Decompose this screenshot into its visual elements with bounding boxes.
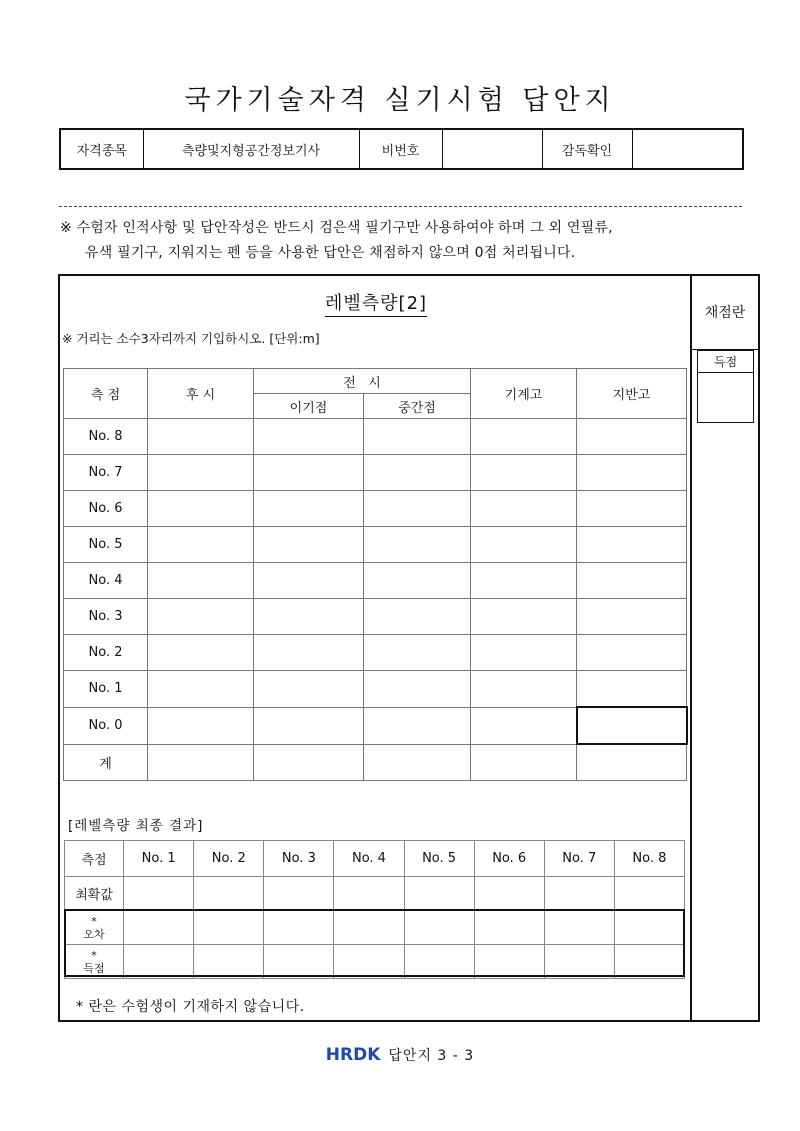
result-value-cell[interactable] bbox=[264, 877, 334, 911]
table-row bbox=[64, 671, 687, 708]
level-survey-table bbox=[63, 368, 688, 781]
result-point-label: 측점 bbox=[65, 841, 124, 877]
row-point-label: No. 4 bbox=[64, 563, 148, 599]
backsight-input-cell[interactable] bbox=[148, 491, 254, 527]
turning-input-cell[interactable] bbox=[254, 671, 364, 708]
score-mark: * bbox=[91, 948, 97, 962]
section-title: 레벨측량[2] bbox=[325, 289, 427, 317]
ground-height-input-cell[interactable] bbox=[577, 635, 687, 671]
instrument-height-input-cell[interactable] bbox=[471, 527, 577, 563]
result-score-cell bbox=[334, 945, 404, 979]
result-value-cell[interactable] bbox=[474, 877, 544, 911]
instrument-height-input-cell[interactable] bbox=[471, 419, 577, 455]
turning-input-cell[interactable] bbox=[254, 491, 364, 527]
intermediate-input-cell[interactable] bbox=[364, 455, 471, 491]
result-score-label bbox=[65, 945, 124, 979]
intermediate-input-cell[interactable] bbox=[364, 671, 471, 708]
ground-height-input-cell[interactable] bbox=[577, 744, 687, 781]
turning-input-cell[interactable] bbox=[254, 563, 364, 599]
result-point-header: No. 8 bbox=[614, 841, 684, 877]
backsight-input-cell[interactable] bbox=[148, 419, 254, 455]
error-label-text: 오차 bbox=[83, 927, 105, 941]
result-point-header: No. 7 bbox=[544, 841, 614, 877]
header-instrument-height: 기계고 bbox=[471, 369, 577, 419]
ground-height-input-cell[interactable] bbox=[577, 563, 687, 599]
turning-input-cell[interactable] bbox=[254, 599, 364, 635]
ground-height-input-cell[interactable] bbox=[577, 491, 687, 527]
table-row bbox=[64, 419, 687, 455]
intermediate-input-cell[interactable] bbox=[364, 707, 471, 744]
backsight-input-cell[interactable] bbox=[148, 563, 254, 599]
supervisor-cell[interactable] bbox=[632, 129, 743, 169]
table-row bbox=[64, 491, 687, 527]
result-error-cell bbox=[334, 911, 404, 945]
result-error-cell bbox=[124, 911, 194, 945]
result-score-cell bbox=[474, 945, 544, 979]
turning-input-cell[interactable] bbox=[254, 419, 364, 455]
backsight-input-cell[interactable] bbox=[148, 527, 254, 563]
field-label: 자격종목 bbox=[60, 129, 143, 169]
page-title: 국가기술자격 실기시험 답안지 bbox=[184, 85, 616, 116]
backsight-input-cell[interactable] bbox=[148, 635, 254, 671]
ground-height-input-cell[interactable] bbox=[577, 419, 687, 455]
backsight-input-cell[interactable] bbox=[148, 744, 254, 781]
result-value-cell[interactable] bbox=[194, 877, 264, 911]
ground-height-input-cell[interactable] bbox=[577, 599, 687, 635]
error-mark: * bbox=[91, 914, 97, 928]
scoring-column-divider bbox=[690, 274, 692, 1022]
result-error-cell bbox=[614, 911, 684, 945]
result-point-header: No. 3 bbox=[264, 841, 334, 877]
result-value-cell[interactable] bbox=[334, 877, 404, 911]
scoring-header: 채점란 bbox=[692, 274, 758, 350]
result-value-cell[interactable] bbox=[544, 877, 614, 911]
result-score-cell bbox=[264, 945, 334, 979]
score-label-text: 득점 bbox=[83, 961, 105, 975]
result-value-cell[interactable] bbox=[124, 877, 194, 911]
instrument-height-input-cell[interactable] bbox=[471, 707, 577, 744]
table-row bbox=[64, 744, 687, 781]
intermediate-input-cell[interactable] bbox=[364, 599, 471, 635]
intermediate-input-cell[interactable] bbox=[364, 744, 471, 781]
intermediate-input-cell[interactable] bbox=[364, 635, 471, 671]
row-point-label: No. 1 bbox=[64, 671, 148, 708]
score-box bbox=[697, 350, 754, 423]
notice-line-1: ※ 수험자 인적사항 및 답안작성은 반드시 검은색 필기구만 사용하여야 하며 그 외 연필류, bbox=[60, 220, 613, 236]
header-intermediate-point: 중간점 bbox=[364, 394, 471, 419]
result-point-header: No. 2 bbox=[194, 841, 264, 877]
instrument-height-input-cell[interactable] bbox=[471, 599, 577, 635]
ground-height-input-cell[interactable] bbox=[577, 707, 687, 744]
notice bbox=[60, 216, 750, 266]
supervisor-label: 감독확인 bbox=[542, 129, 632, 169]
header-turning-point: 이기점 bbox=[254, 394, 364, 419]
result-point-header: No. 5 bbox=[404, 841, 474, 877]
instrument-height-input-cell[interactable] bbox=[471, 491, 577, 527]
field-value: 측량및지형공간정보기사 bbox=[143, 129, 359, 169]
instrument-height-input-cell[interactable] bbox=[471, 563, 577, 599]
table-row bbox=[64, 635, 687, 671]
result-score-cell bbox=[544, 945, 614, 979]
backsight-input-cell[interactable] bbox=[148, 671, 254, 708]
table-row bbox=[64, 599, 687, 635]
instrument-height-input-cell[interactable] bbox=[471, 744, 577, 781]
result-value-label: 최확값 bbox=[65, 877, 124, 911]
row-point-label: 계 bbox=[64, 744, 148, 781]
row-point-label: No. 0 bbox=[64, 707, 148, 744]
backsight-input-cell[interactable] bbox=[148, 455, 254, 491]
page-footer bbox=[0, 1045, 800, 1065]
result-score-cell bbox=[404, 945, 474, 979]
instrument-height-input-cell[interactable] bbox=[471, 635, 577, 671]
instrument-height-input-cell[interactable] bbox=[471, 671, 577, 708]
footnote: * 란은 수험생이 기재하지 않습니다. bbox=[76, 999, 305, 1015]
result-score-cell bbox=[124, 945, 194, 979]
result-table bbox=[64, 840, 685, 979]
result-error-label bbox=[65, 911, 124, 945]
ground-height-input-cell[interactable] bbox=[577, 527, 687, 563]
result-error-cell bbox=[474, 911, 544, 945]
result-score-cell bbox=[614, 945, 684, 979]
turning-input-cell[interactable] bbox=[254, 635, 364, 671]
ground-height-input-cell[interactable] bbox=[577, 671, 687, 708]
row-point-label: No. 6 bbox=[64, 491, 148, 527]
result-error-cell bbox=[264, 911, 334, 945]
result-title: [레벨측량 최종 결과] bbox=[68, 818, 204, 834]
row-point-label: No. 3 bbox=[64, 599, 148, 635]
notice-line-2: 유색 필기구, 지워지는 펜 등을 사용한 답안은 채점하지 않으며 0점 처리됩니다. bbox=[85, 245, 576, 261]
backsight-input-cell[interactable] bbox=[148, 707, 254, 744]
table-row bbox=[64, 707, 687, 744]
page-number: 답안지 3 - 3 bbox=[388, 1048, 475, 1064]
table-row bbox=[64, 563, 687, 599]
intermediate-input-cell[interactable] bbox=[364, 491, 471, 527]
row-point-label: No. 8 bbox=[64, 419, 148, 455]
hrdk-logo: HRDK bbox=[325, 1045, 381, 1065]
result-point-header: No. 6 bbox=[474, 841, 544, 877]
backsight-input-cell[interactable] bbox=[148, 599, 254, 635]
result-value-cell[interactable] bbox=[404, 877, 474, 911]
section-note: ※ 거리는 소수3자리까지 기입하시오. [단위:m] bbox=[62, 331, 320, 346]
result-score-cell bbox=[194, 945, 264, 979]
row-point-label: No. 5 bbox=[64, 527, 148, 563]
row-point-label: No. 2 bbox=[64, 635, 148, 671]
id-value-cell[interactable] bbox=[442, 129, 542, 169]
header-foresight: 전 시 bbox=[254, 369, 471, 394]
result-point-header: No. 1 bbox=[124, 841, 194, 877]
header-point: 측 점 bbox=[64, 369, 148, 419]
header-info-table bbox=[59, 128, 744, 170]
turning-input-cell[interactable] bbox=[254, 527, 364, 563]
result-error-cell bbox=[194, 911, 264, 945]
intermediate-input-cell[interactable] bbox=[364, 419, 471, 455]
table-row bbox=[64, 527, 687, 563]
intermediate-input-cell[interactable] bbox=[364, 527, 471, 563]
instrument-height-input-cell[interactable] bbox=[471, 455, 577, 491]
turning-input-cell[interactable] bbox=[254, 744, 364, 781]
header-ground-height: 지반고 bbox=[577, 369, 687, 419]
id-label: 비번호 bbox=[359, 129, 442, 169]
turning-input-cell[interactable] bbox=[254, 707, 364, 744]
result-point-header: No. 4 bbox=[334, 841, 404, 877]
score-label: 득점 bbox=[698, 351, 753, 373]
ground-height-input-cell[interactable] bbox=[577, 455, 687, 491]
result-value-cell[interactable] bbox=[614, 877, 684, 911]
row-point-label: No. 7 bbox=[64, 455, 148, 491]
result-error-cell bbox=[404, 911, 474, 945]
header-backsight: 후 시 bbox=[148, 369, 254, 419]
result-error-cell bbox=[544, 911, 614, 945]
dashed-divider bbox=[59, 206, 742, 207]
table-row bbox=[64, 455, 687, 491]
intermediate-input-cell[interactable] bbox=[364, 563, 471, 599]
turning-input-cell[interactable] bbox=[254, 455, 364, 491]
